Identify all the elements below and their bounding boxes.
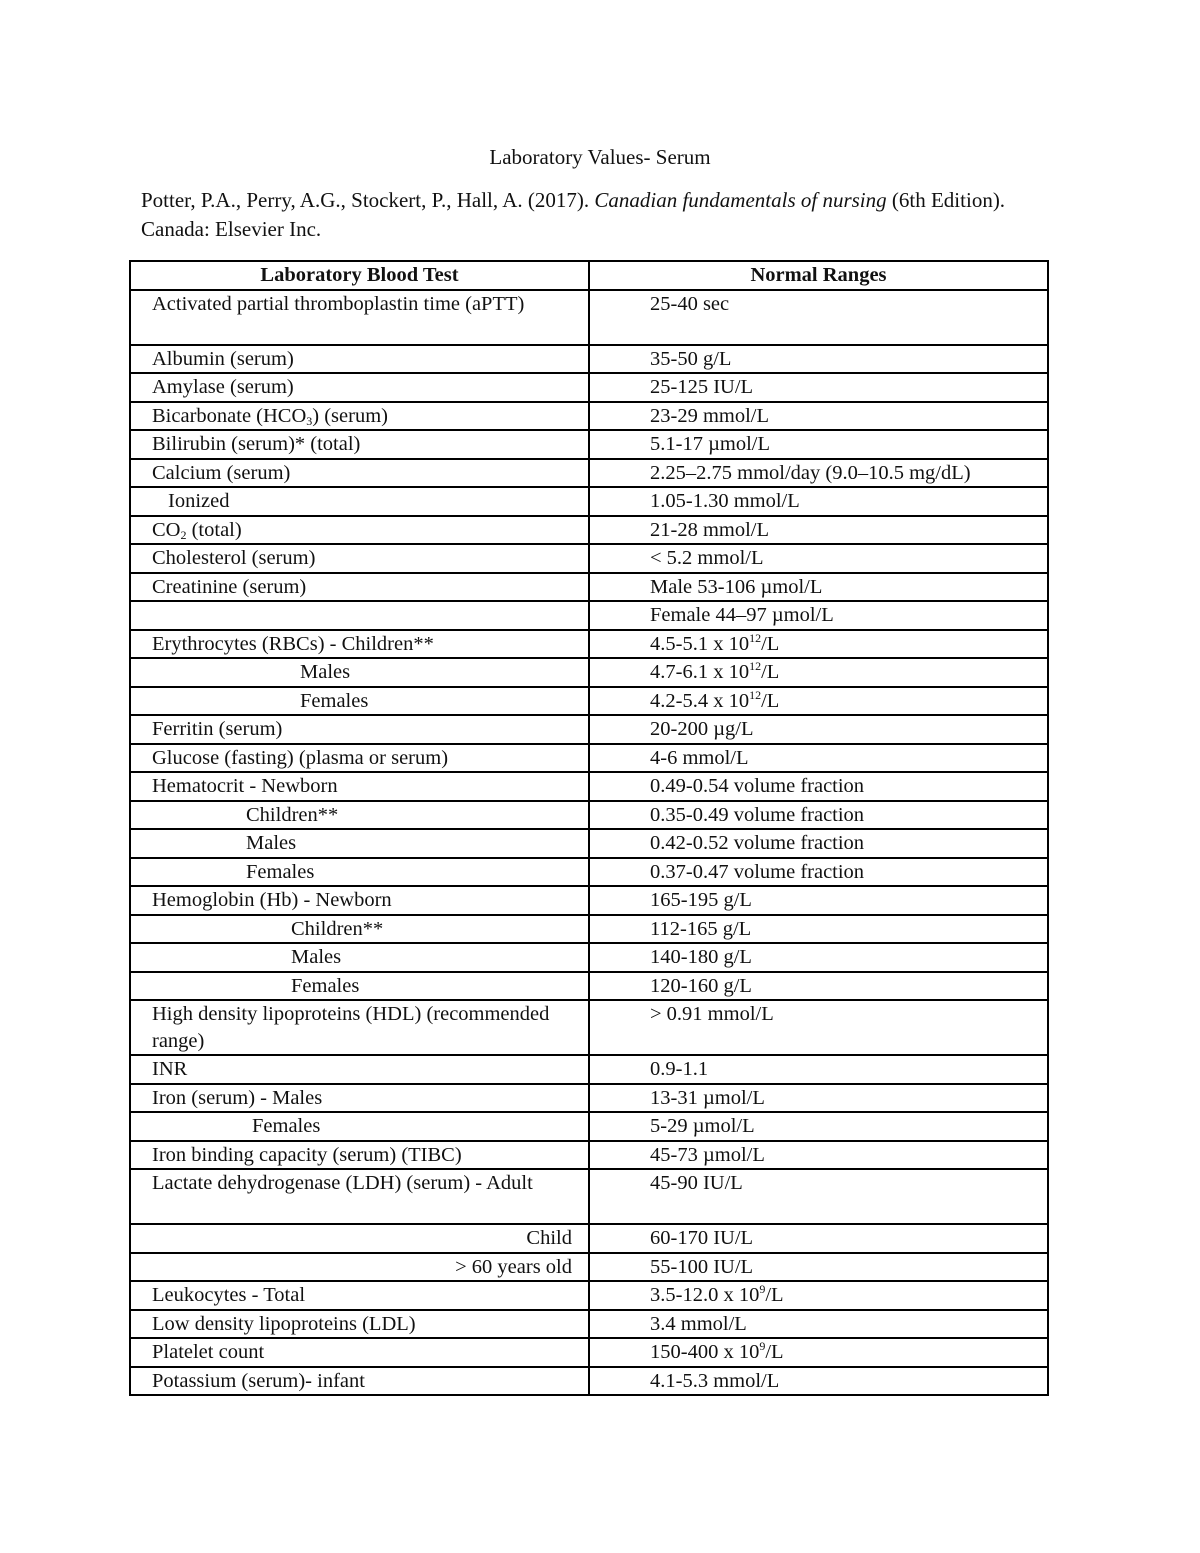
test-name xyxy=(130,516,589,545)
test-name: High density lipoproteins (HDL) (recommended range) xyxy=(130,1000,589,1055)
test-name: Erythrocytes (RBCs) - Children** xyxy=(130,630,589,659)
test-name: Creatinine (serum) xyxy=(130,573,589,602)
normal-range xyxy=(589,658,1048,687)
test-name xyxy=(130,487,589,516)
normal-range: 55-100 IU/L xyxy=(589,1253,1048,1282)
normal-range: 5.1-17 µmol/L xyxy=(589,430,1048,459)
range-part: /L xyxy=(761,632,780,655)
normal-range: 0.37-0.47 volume fraction xyxy=(589,858,1048,887)
table-row xyxy=(130,772,1048,801)
test-name: Low density lipoproteins (LDL) xyxy=(130,1310,589,1339)
table-row xyxy=(130,943,1048,972)
normal-range: Female 44–97 µmol/L xyxy=(589,601,1048,630)
test-name-part: CO xyxy=(152,518,181,541)
table-row xyxy=(130,972,1048,1001)
table-row xyxy=(130,1253,1048,1282)
superscript: 9 xyxy=(759,1282,766,1296)
test-name xyxy=(130,1112,589,1141)
normal-range xyxy=(589,630,1048,659)
normal-range: 21-28 mmol/L xyxy=(589,516,1048,545)
test-name: Iron binding capacity (serum) (TIBC) xyxy=(130,1141,589,1170)
superscript: 12 xyxy=(749,630,762,645)
test-name: > 60 years old xyxy=(130,1253,589,1282)
test-subname: Females xyxy=(246,860,315,883)
citation-book-title: Canadian fundamentals of nursing xyxy=(594,188,887,212)
normal-range: Male 53-106 µmol/L xyxy=(589,573,1048,602)
range-part: 4.2-5.4 x 10 xyxy=(650,689,750,712)
test-name xyxy=(130,943,589,972)
normal-range: 4-6 mmol/L xyxy=(589,744,1048,773)
table-row xyxy=(130,601,1048,630)
test-subname: Ionized xyxy=(168,490,230,512)
table-row xyxy=(130,1224,1048,1253)
test-subname: Children** xyxy=(246,803,339,826)
normal-range: 5-29 µmol/L xyxy=(589,1112,1048,1141)
range-part: 3.5-12.0 x 10 xyxy=(650,1284,760,1306)
table-row xyxy=(130,1281,1048,1310)
test-name xyxy=(130,829,589,858)
normal-range: 3.4 mmol/L xyxy=(589,1310,1048,1339)
normal-range: 35-50 g/L xyxy=(589,345,1048,374)
test-subname: Males xyxy=(291,946,342,968)
table-header-row xyxy=(130,261,1048,290)
normal-range: 23-29 mmol/L xyxy=(589,402,1048,431)
citation-edition: (6th Edition). Canada: Elsevier Inc. xyxy=(141,188,1006,241)
citation xyxy=(141,186,1041,244)
normal-range: 20-200 µg/L xyxy=(589,715,1048,744)
table-row xyxy=(130,544,1048,573)
test-name: Platelet count xyxy=(130,1338,589,1367)
test-name xyxy=(130,601,589,630)
normal-range: > 0.91 mmol/L xyxy=(589,1000,1048,1055)
test-name xyxy=(130,658,589,687)
normal-range: 45-90 IU/L xyxy=(589,1169,1048,1224)
test-name xyxy=(130,801,589,830)
test-subname: Females xyxy=(300,689,369,712)
column-header-range: Normal Ranges xyxy=(589,261,1048,290)
table-row xyxy=(130,1169,1048,1224)
table-row xyxy=(130,487,1048,516)
test-subname: Females xyxy=(291,974,360,997)
test-name-part: (total) xyxy=(186,518,242,541)
table-row xyxy=(130,459,1048,488)
table-row xyxy=(130,1000,1048,1055)
range-part: /L xyxy=(761,689,780,712)
range-part: 4.5-5.1 x 10 xyxy=(650,632,750,655)
lab-values-table xyxy=(129,260,1049,1396)
test-name: Potassium (serum)- infant xyxy=(130,1367,589,1396)
table-row xyxy=(130,573,1048,602)
normal-range: 25-125 IU/L xyxy=(589,373,1048,402)
table-row xyxy=(130,402,1048,431)
normal-range: < 5.2 mmol/L xyxy=(589,544,1048,573)
table-row xyxy=(130,858,1048,887)
table-row xyxy=(130,829,1048,858)
table-row xyxy=(130,915,1048,944)
test-name xyxy=(130,687,589,716)
test-name: Iron (serum) - Males xyxy=(130,1084,589,1113)
table-row xyxy=(130,630,1048,659)
test-name: Ferritin (serum) xyxy=(130,715,589,744)
normal-range: 4.1-5.3 mmol/L xyxy=(589,1367,1048,1396)
normal-range: 0.35-0.49 volume fraction xyxy=(589,801,1048,830)
test-name: Leukocytes - Total xyxy=(130,1281,589,1310)
normal-range xyxy=(589,1281,1048,1310)
test-subname: Females xyxy=(252,1115,321,1137)
test-name: Calcium (serum) xyxy=(130,459,589,488)
test-name xyxy=(130,858,589,887)
test-name: Hematocrit - Newborn xyxy=(130,772,589,801)
range-part: 4.7-6.1 x 10 xyxy=(650,661,750,683)
table-row xyxy=(130,1112,1048,1141)
test-name: Bilirubin (serum)* (total) xyxy=(130,430,589,459)
test-subname: Males xyxy=(246,832,297,854)
test-name: Glucose (fasting) (plasma or serum) xyxy=(130,744,589,773)
table-row xyxy=(130,516,1048,545)
normal-range: 140-180 g/L xyxy=(589,943,1048,972)
test-name: Hemoglobin (Hb) - Newborn xyxy=(130,886,589,915)
normal-range: 120-160 g/L xyxy=(589,972,1048,1001)
normal-range: 13-31 µmol/L xyxy=(589,1084,1048,1113)
superscript: 9 xyxy=(759,1339,766,1353)
table-row xyxy=(130,1055,1048,1084)
test-name: Albumin (serum) xyxy=(130,345,589,374)
test-name xyxy=(130,972,589,1001)
table-row xyxy=(130,1141,1048,1170)
normal-range: 1.05-1.30 mmol/L xyxy=(589,487,1048,516)
subscript: 2 xyxy=(180,527,187,542)
test-name: Activated partial thromboplastin time (aPTT) xyxy=(130,290,589,345)
page-title: Laboratory Values- Serum xyxy=(489,145,711,169)
table-row xyxy=(130,373,1048,402)
table-row xyxy=(130,1338,1048,1367)
table-row xyxy=(130,801,1048,830)
test-name-part: ) (serum) xyxy=(312,404,388,427)
range-part: 150-400 x 10 xyxy=(650,1341,760,1363)
normal-range: 2.25–2.75 mmol/day (9.0–10.5 mg/dL) xyxy=(589,459,1048,488)
range-part: /L xyxy=(761,661,780,683)
normal-range: 25-40 sec xyxy=(589,290,1048,345)
test-name: Amylase (serum) xyxy=(130,373,589,402)
test-name: Lactate dehydrogenase (LDH) (serum) - Adult xyxy=(130,1169,589,1224)
superscript: 12 xyxy=(749,687,762,702)
test-name xyxy=(130,915,589,944)
normal-range: 0.49-0.54 volume fraction xyxy=(589,772,1048,801)
normal-range xyxy=(589,1338,1048,1367)
citation-authors: Potter, P.A., Perry, A.G., Stockert, P., Hall, A. (2017). xyxy=(141,188,595,212)
range-part: /L xyxy=(765,1341,784,1363)
normal-range xyxy=(589,687,1048,716)
test-subname: Males xyxy=(300,661,351,683)
table-row xyxy=(130,345,1048,374)
table-row xyxy=(130,658,1048,687)
table-row xyxy=(130,290,1048,345)
subscript: 3 xyxy=(306,413,313,428)
superscript: 12 xyxy=(749,659,762,673)
table-row xyxy=(130,1084,1048,1113)
test-name: INR xyxy=(130,1055,589,1084)
test-name: Cholesterol (serum) xyxy=(130,544,589,573)
test-name: Child xyxy=(130,1224,589,1253)
table-row xyxy=(130,1367,1048,1396)
table-row xyxy=(130,1310,1048,1339)
table-row xyxy=(130,430,1048,459)
test-subname: Children** xyxy=(291,917,384,940)
normal-range: 112-165 g/L xyxy=(589,915,1048,944)
table-row xyxy=(130,886,1048,915)
test-name xyxy=(130,402,589,431)
table-row xyxy=(130,715,1048,744)
normal-range: 0.42-0.52 volume fraction xyxy=(589,829,1048,858)
normal-range: 165-195 g/L xyxy=(589,886,1048,915)
normal-range: 45-73 µmol/L xyxy=(589,1141,1048,1170)
table-row xyxy=(130,744,1048,773)
range-part: /L xyxy=(765,1284,784,1306)
column-header-test: Laboratory Blood Test xyxy=(130,261,589,290)
normal-range: 0.9-1.1 xyxy=(589,1055,1048,1084)
table-row xyxy=(130,687,1048,716)
test-name-part: Bicarbonate (HCO xyxy=(152,404,307,427)
normal-range: 60-170 IU/L xyxy=(589,1224,1048,1253)
